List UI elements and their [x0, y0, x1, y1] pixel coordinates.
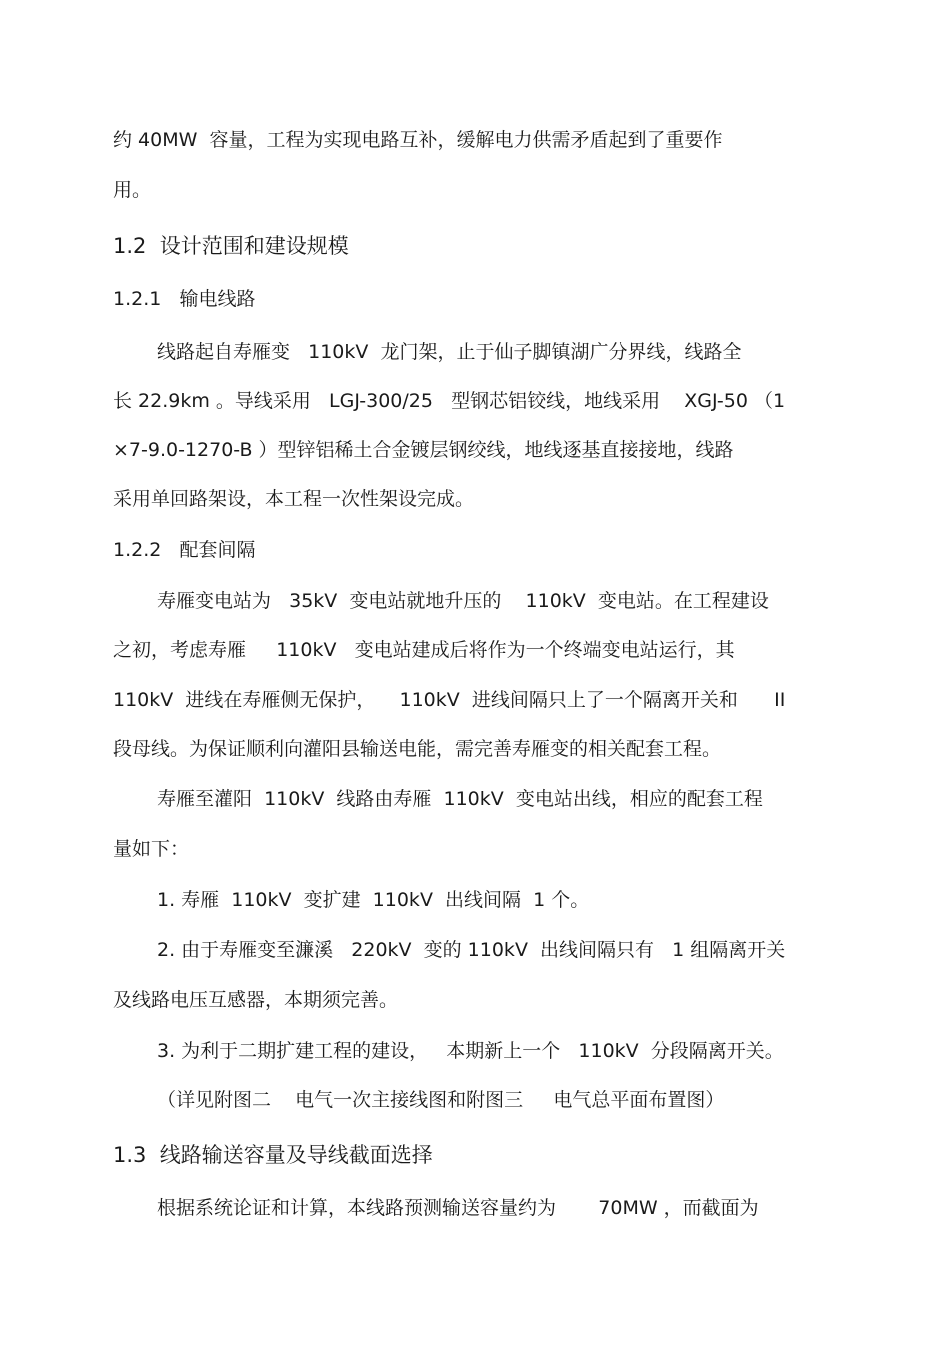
body-line: 及线路电压互感器，本期须完善。 — [113, 989, 399, 1011]
list-item: 2. 由于寿雁变至濂溪 220kV 变的 110kV 出线间隔只有 1 组隔离开关 — [157, 939, 786, 961]
body-line: 用。 — [113, 179, 152, 201]
list-item: 3. 为利于二期扩建工程的建设， 本期新上一个 110kV 分段隔离开关。 — [157, 1040, 784, 1062]
body-line: 之初，考虑寿雁 110kV 变电站建成后将作为一个终端变电站运行，其 — [113, 639, 735, 661]
subsection-heading-1-2-1: 1.2.1 输电线路 — [113, 288, 256, 310]
body-line: 寿雁至灌阳 110kV 线路由寿雁 110kV 变电站出线，相应的配套工程 — [157, 788, 763, 810]
body-line: 110kV 进线在寿雁侧无保护， 110kV 进线间隔只上了一个隔离开关和 II — [113, 689, 786, 711]
body-line: 量如下： — [113, 838, 190, 860]
section-heading-1-2: 1.2 设计范围和建设规模 — [113, 234, 349, 258]
body-line: 根据系统论证和计算，本线路预测输送容量约为 70MW ，而截面为 — [157, 1197, 759, 1219]
note-line: （详见附图二 电气一次主接线图和附图三 电气总平面布置图） — [157, 1089, 725, 1111]
body-line: 寿雁变电站为 35kV 变电站就地升压的 110kV 变电站。在工程建设 — [157, 590, 769, 612]
section-heading-1-3: 1.3 线路输送容量及导线截面选择 — [113, 1143, 433, 1167]
subsection-heading-1-2-2: 1.2.2 配套间隔 — [113, 539, 256, 561]
body-line: 长 22.9km 。导线采用 LGJ-300/25 型钢芯铝铰线，地线采用 XGJ-50 （1 — [113, 390, 786, 412]
body-line: 采用单回路架设，本工程一次性架设完成。 — [113, 488, 475, 510]
body-line: 约 40MW 容量，工程为实现电路互补，缓解电力供需矛盾起到了重要作 — [113, 129, 723, 151]
body-line: 段母线。为保证顺利向灌阳县输送电能，需完善寿雁变的相关配套工程。 — [113, 738, 722, 760]
body-line: ×7-9.0-1270-B ）型锌铝稀土合金镀层钢绞线，地线逐基直接接地，线路 — [113, 439, 734, 461]
body-line: 线路起自寿雁变 110kV 龙门架，止于仙子脚镇湖广分界线，线路全 — [157, 341, 742, 363]
list-item: 1. 寿雁 110kV 变扩建 110kV 出线间隔 1 个。 — [157, 889, 590, 911]
